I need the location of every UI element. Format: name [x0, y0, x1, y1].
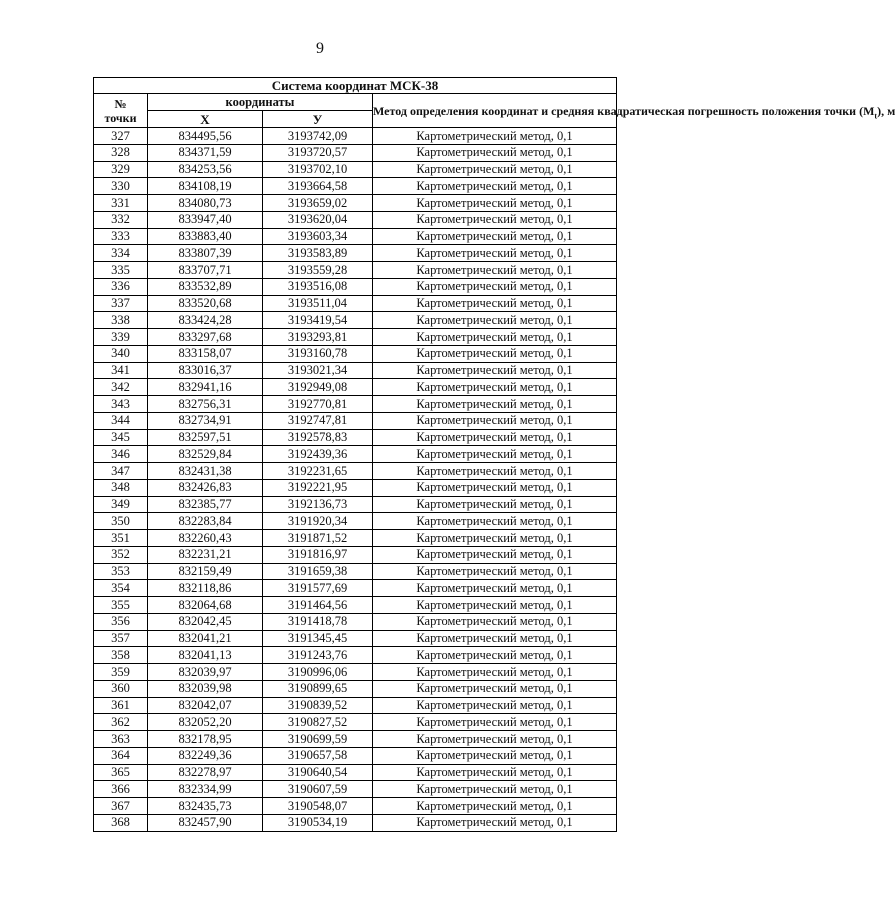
point-number-cell: 352 — [94, 546, 148, 563]
method-header-text: Метод определения координат и средняя квадратическая погрешность положения точки (M — [373, 103, 875, 118]
point-number-cell: 332 — [94, 211, 148, 228]
method-cell: Картометрический метод, 0,1 — [373, 597, 617, 614]
y-coordinate-cell: 3192578,83 — [263, 429, 373, 446]
table-row — [94, 178, 617, 195]
table-row — [94, 530, 617, 547]
table-row — [94, 731, 617, 748]
y-coordinate-cell: 3191464,56 — [263, 597, 373, 614]
method-cell: Картометрический метод, 0,1 — [373, 479, 617, 496]
x-coordinate-cell: 832064,68 — [148, 597, 263, 614]
method-cell: Картометрический метод, 0,1 — [373, 144, 617, 161]
point-number-cell: 353 — [94, 563, 148, 580]
method-cell: Картометрический метод, 0,1 — [373, 396, 617, 413]
y-coordinate-cell: 3190640,54 — [263, 764, 373, 781]
point-number-cell: 331 — [94, 195, 148, 212]
table-row — [94, 747, 617, 764]
point-number-cell: 344 — [94, 412, 148, 429]
x-coordinate-cell: 832334,99 — [148, 781, 263, 798]
point-number-cell: 330 — [94, 178, 148, 195]
table-row — [94, 128, 617, 145]
method-cell: Картометрический метод, 0,1 — [373, 496, 617, 513]
table-row — [94, 144, 617, 161]
coordinates-table — [93, 77, 895, 832]
y-coordinate-cell: 3192747,81 — [263, 412, 373, 429]
table-row — [94, 278, 617, 295]
point-number-cell: 354 — [94, 580, 148, 597]
x-coordinate-cell: 832042,45 — [148, 613, 263, 630]
x-coordinate-cell: 832260,43 — [148, 530, 263, 547]
y-coordinate-cell: 3192136,73 — [263, 496, 373, 513]
table-row — [94, 446, 617, 463]
method-cell: Картометрический метод, 0,1 — [373, 245, 617, 262]
table-row — [94, 396, 617, 413]
y-coordinate-cell: 3192949,08 — [263, 379, 373, 396]
table-row — [94, 697, 617, 714]
method-header — [373, 94, 895, 128]
x-coordinate-cell: 832278,97 — [148, 764, 263, 781]
x-coordinate-cell: 833947,40 — [148, 211, 263, 228]
method-cell: Картометрический метод, 0,1 — [373, 362, 617, 379]
table-row — [94, 161, 617, 178]
table-caption: Система координат МСК-38 — [94, 78, 617, 94]
y-coordinate-cell: 3190827,52 — [263, 714, 373, 731]
table-row — [94, 513, 617, 530]
method-cell: Картометрический метод, 0,1 — [373, 228, 617, 245]
table-row — [94, 680, 617, 697]
x-coordinate-cell: 832118,86 — [148, 580, 263, 597]
x-coordinate-cell: 833532,89 — [148, 278, 263, 295]
point-number-cell: 335 — [94, 262, 148, 279]
x-coordinate-cell: 833883,40 — [148, 228, 263, 245]
y-header: У — [263, 111, 373, 128]
point-number-cell: 334 — [94, 245, 148, 262]
x-coordinate-cell: 832159,49 — [148, 563, 263, 580]
x-coordinate-cell: 834253,56 — [148, 161, 263, 178]
point-number-cell: 357 — [94, 630, 148, 647]
method-cell: Картометрический метод, 0,1 — [373, 178, 617, 195]
point-number-cell: 348 — [94, 479, 148, 496]
x-coordinate-cell: 832756,31 — [148, 396, 263, 413]
method-cell: Картометрический метод, 0,1 — [373, 463, 617, 480]
table-row — [94, 647, 617, 664]
method-cell: Картометрический метод, 0,1 — [373, 312, 617, 329]
y-coordinate-cell: 3190699,59 — [263, 731, 373, 748]
table-row — [94, 630, 617, 647]
y-coordinate-cell: 3190657,58 — [263, 747, 373, 764]
y-coordinate-cell: 3193160,78 — [263, 345, 373, 362]
y-coordinate-cell: 3193516,08 — [263, 278, 373, 295]
table-row — [94, 295, 617, 312]
y-coordinate-cell: 3193664,58 — [263, 178, 373, 195]
table-row — [94, 580, 617, 597]
table-row — [94, 262, 617, 279]
y-coordinate-cell: 3193603,34 — [263, 228, 373, 245]
method-cell: Картометрический метод, 0,1 — [373, 814, 617, 831]
y-coordinate-cell: 3192231,65 — [263, 463, 373, 480]
point-number-header-line2: точки — [104, 110, 137, 125]
method-cell: Картометрический метод, 0,1 — [373, 379, 617, 396]
method-cell: Картометрический метод, 0,1 — [373, 429, 617, 446]
y-coordinate-cell: 3191418,78 — [263, 613, 373, 630]
point-number-cell: 368 — [94, 814, 148, 831]
table-row — [94, 781, 617, 798]
x-coordinate-cell: 834108,19 — [148, 178, 263, 195]
method-cell: Картометрический метод, 0,1 — [373, 647, 617, 664]
x-coordinate-cell: 832431,38 — [148, 463, 263, 480]
y-coordinate-cell: 3190899,65 — [263, 680, 373, 697]
y-coordinate-cell: 3193021,34 — [263, 362, 373, 379]
page-number: 9 — [316, 40, 324, 57]
y-coordinate-cell: 3193659,02 — [263, 195, 373, 212]
point-number-cell: 329 — [94, 161, 148, 178]
method-cell: Картометрический метод, 0,1 — [373, 530, 617, 547]
method-cell: Картометрический метод, 0,1 — [373, 195, 617, 212]
table-row — [94, 245, 617, 262]
method-cell: Картометрический метод, 0,1 — [373, 764, 617, 781]
table-row — [94, 563, 617, 580]
x-coordinate-cell: 832385,77 — [148, 496, 263, 513]
method-cell: Картометрический метод, 0,1 — [373, 714, 617, 731]
y-coordinate-cell: 3193720,57 — [263, 144, 373, 161]
point-number-cell: 333 — [94, 228, 148, 245]
method-cell: Картометрический метод, 0,1 — [373, 329, 617, 346]
table-row — [94, 379, 617, 396]
method-cell: Картометрический метод, 0,1 — [373, 781, 617, 798]
x-coordinate-cell: 833158,07 — [148, 345, 263, 362]
y-coordinate-cell: 3190839,52 — [263, 697, 373, 714]
method-cell: Картометрический метод, 0,1 — [373, 412, 617, 429]
table-row — [94, 798, 617, 815]
table-row — [94, 211, 617, 228]
x-coordinate-cell: 834371,59 — [148, 144, 263, 161]
point-number-cell: 336 — [94, 278, 148, 295]
point-number-cell: 338 — [94, 312, 148, 329]
y-coordinate-cell: 3193419,54 — [263, 312, 373, 329]
table-row — [94, 597, 617, 614]
x-coordinate-cell: 833016,37 — [148, 362, 263, 379]
y-coordinate-cell: 3191659,38 — [263, 563, 373, 580]
x-coordinate-cell: 832734,91 — [148, 412, 263, 429]
x-coordinate-cell: 833424,28 — [148, 312, 263, 329]
method-cell: Картометрический метод, 0,1 — [373, 747, 617, 764]
y-coordinate-cell: 3193620,04 — [263, 211, 373, 228]
x-coordinate-cell: 832041,13 — [148, 647, 263, 664]
table-row — [94, 429, 617, 446]
point-number-cell: 358 — [94, 647, 148, 664]
x-coordinate-cell: 832435,73 — [148, 798, 263, 815]
method-cell: Картометрический метод, 0,1 — [373, 345, 617, 362]
point-number-cell: 342 — [94, 379, 148, 396]
table-row — [94, 228, 617, 245]
x-coordinate-cell: 832042,07 — [148, 697, 263, 714]
table-row — [94, 362, 617, 379]
table-row — [94, 714, 617, 731]
point-number-cell: 366 — [94, 781, 148, 798]
point-number-cell: 328 — [94, 144, 148, 161]
method-cell: Картометрический метод, 0,1 — [373, 446, 617, 463]
point-number-cell: 341 — [94, 362, 148, 379]
point-number-cell: 365 — [94, 764, 148, 781]
x-coordinate-cell: 833707,71 — [148, 262, 263, 279]
point-number-cell: 327 — [94, 128, 148, 145]
table-row — [94, 329, 617, 346]
point-number-cell: 347 — [94, 463, 148, 480]
table-row — [94, 764, 617, 781]
table-row — [94, 463, 617, 480]
method-cell: Картометрический метод, 0,1 — [373, 563, 617, 580]
method-cell: Картометрический метод, 0,1 — [373, 613, 617, 630]
table-row — [94, 312, 617, 329]
x-coordinate-cell: 832041,21 — [148, 630, 263, 647]
x-coordinate-cell: 832231,21 — [148, 546, 263, 563]
point-number-cell: 362 — [94, 714, 148, 731]
point-number-cell: 346 — [94, 446, 148, 463]
y-coordinate-cell: 3190996,06 — [263, 664, 373, 681]
table-row — [94, 412, 617, 429]
method-cell: Картометрический метод, 0,1 — [373, 664, 617, 681]
point-number-cell: 364 — [94, 747, 148, 764]
point-number-cell: 355 — [94, 597, 148, 614]
point-number-cell: 356 — [94, 613, 148, 630]
method-cell: Картометрический метод, 0,1 — [373, 295, 617, 312]
coordinates-header: координаты — [148, 94, 373, 111]
y-coordinate-cell: 3191345,45 — [263, 630, 373, 647]
y-coordinate-cell: 3193293,81 — [263, 329, 373, 346]
y-coordinate-cell: 3192439,36 — [263, 446, 373, 463]
table-row — [94, 195, 617, 212]
y-coordinate-cell: 3192221,95 — [263, 479, 373, 496]
method-cell: Картометрический метод, 0,1 — [373, 278, 617, 295]
y-coordinate-cell: 3190534,19 — [263, 814, 373, 831]
x-coordinate-cell: 833297,68 — [148, 329, 263, 346]
method-cell: Картометрический метод, 0,1 — [373, 798, 617, 815]
point-number-cell: 340 — [94, 345, 148, 362]
point-number-cell: 363 — [94, 731, 148, 748]
point-number-cell: 345 — [94, 429, 148, 446]
x-coordinate-cell: 834080,73 — [148, 195, 263, 212]
x-coordinate-cell: 833807,39 — [148, 245, 263, 262]
point-number-cell: 337 — [94, 295, 148, 312]
x-coordinate-cell: 832457,90 — [148, 814, 263, 831]
x-header: X — [148, 111, 263, 128]
table-body — [94, 128, 617, 832]
y-coordinate-cell: 3191871,52 — [263, 530, 373, 547]
y-coordinate-cell: 3191243,76 — [263, 647, 373, 664]
method-cell: Картометрический метод, 0,1 — [373, 731, 617, 748]
method-cell: Картометрический метод, 0,1 — [373, 128, 617, 145]
method-cell: Картометрический метод, 0,1 — [373, 513, 617, 530]
y-coordinate-cell: 3193583,89 — [263, 245, 373, 262]
x-coordinate-cell: 832941,16 — [148, 379, 263, 396]
y-coordinate-cell: 3191920,34 — [263, 513, 373, 530]
x-coordinate-cell: 832426,83 — [148, 479, 263, 496]
y-coordinate-cell: 3190548,07 — [263, 798, 373, 815]
point-number-cell: 349 — [94, 496, 148, 513]
x-coordinate-cell: 833520,68 — [148, 295, 263, 312]
x-coordinate-cell: 832283,84 — [148, 513, 263, 530]
x-coordinate-cell: 832052,20 — [148, 714, 263, 731]
table-row — [94, 664, 617, 681]
point-number-cell: 339 — [94, 329, 148, 346]
y-coordinate-cell: 3193559,28 — [263, 262, 373, 279]
point-number-cell: 367 — [94, 798, 148, 815]
table-row — [94, 479, 617, 496]
y-coordinate-cell: 3193742,09 — [263, 128, 373, 145]
table-row — [94, 546, 617, 563]
y-coordinate-cell: 3191577,69 — [263, 580, 373, 597]
point-number-cell: 361 — [94, 697, 148, 714]
method-cell: Картометрический метод, 0,1 — [373, 262, 617, 279]
method-cell: Картометрический метод, 0,1 — [373, 697, 617, 714]
method-cell: Картометрический метод, 0,1 — [373, 546, 617, 563]
method-cell: Картометрический метод, 0,1 — [373, 580, 617, 597]
y-coordinate-cell: 3191816,97 — [263, 546, 373, 563]
table-row — [94, 496, 617, 513]
x-coordinate-cell: 834495,56 — [148, 128, 263, 145]
x-coordinate-cell: 832039,97 — [148, 664, 263, 681]
y-coordinate-cell: 3190607,59 — [263, 781, 373, 798]
y-coordinate-cell: 3193702,10 — [263, 161, 373, 178]
point-number-cell: 360 — [94, 680, 148, 697]
point-number-cell: 343 — [94, 396, 148, 413]
point-number-header — [94, 94, 148, 128]
point-number-cell: 350 — [94, 513, 148, 530]
point-number-cell: 359 — [94, 664, 148, 681]
table-row — [94, 814, 617, 831]
point-number-header-line1: № — [114, 96, 127, 111]
x-coordinate-cell: 832249,36 — [148, 747, 263, 764]
method-cell: Картометрический метод, 0,1 — [373, 630, 617, 647]
y-coordinate-cell: 3192770,81 — [263, 396, 373, 413]
y-coordinate-cell: 3193511,04 — [263, 295, 373, 312]
x-coordinate-cell: 832597,51 — [148, 429, 263, 446]
table-row — [94, 345, 617, 362]
method-cell: Картометрический метод, 0,1 — [373, 680, 617, 697]
method-header-subscript: t — [874, 110, 878, 120]
point-number-cell: 351 — [94, 530, 148, 547]
table-row — [94, 613, 617, 630]
method-cell: Картометрический метод, 0,1 — [373, 161, 617, 178]
method-header-tail: ), м — [877, 103, 895, 118]
x-coordinate-cell: 832529,84 — [148, 446, 263, 463]
method-cell: Картометрический метод, 0,1 — [373, 211, 617, 228]
x-coordinate-cell: 832039,98 — [148, 680, 263, 697]
x-coordinate-cell: 832178,95 — [148, 731, 263, 748]
